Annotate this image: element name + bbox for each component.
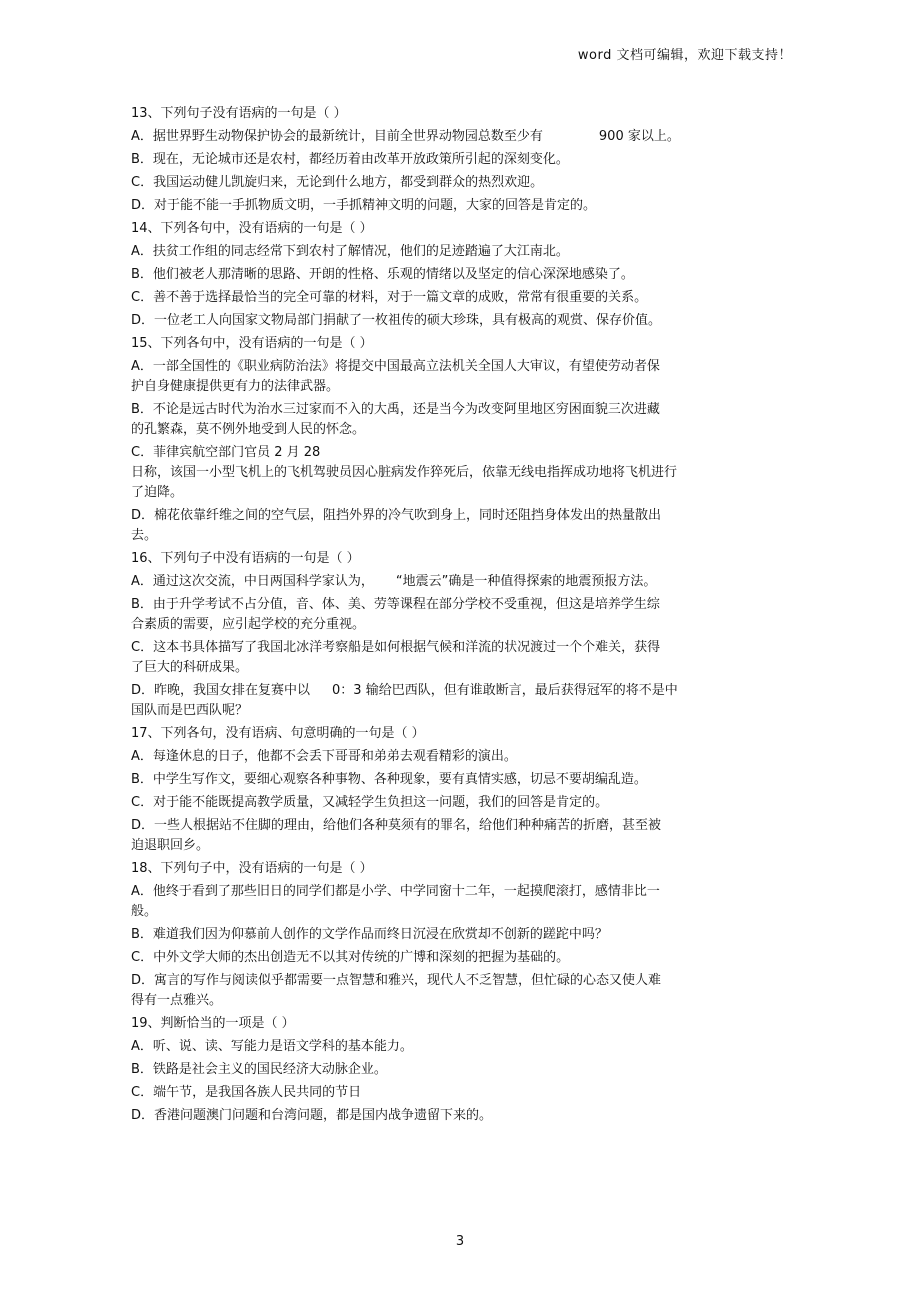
option-b — [131, 150, 771, 170]
question-15 — [131, 334, 771, 546]
option-a — [131, 1037, 771, 1057]
option-c — [131, 638, 771, 678]
option-line: 般。 — [131, 904, 158, 919]
option-a — [131, 572, 771, 592]
option-c — [131, 173, 771, 193]
question-stem: 14、下列各句中，没有语病的一句是（ ） — [131, 221, 373, 236]
option-line: D．昨晚，我国女排在复赛中以 — [131, 683, 311, 698]
option-line: D．一位老工人向国家文物局部门捐献了一枚祖传的硕大珍珠，具有极高的观赏、保存价值。 — [131, 313, 662, 328]
option-d — [131, 506, 771, 546]
option-line: C．中外文学大师的杰出创造无不以其对传统的广博和深刻的把握为基础的。 — [131, 950, 570, 965]
option-line: 国队而是巴西队呢？ — [131, 703, 249, 718]
option-line: C．我国运动健儿凯旋归来，无论到什么地方，都受到群众的热烈欢迎。 — [131, 175, 544, 190]
option-c — [131, 948, 771, 968]
option-a — [131, 127, 771, 147]
option-a — [131, 882, 771, 922]
option-line: D．对于能不能一手抓物质文明，一手抓精神文明的问题，大家的回答是肯定的。 — [131, 198, 597, 213]
option-line: C．善不善于选择最恰当的完全可靠的材料，对于一篇文章的成败，常常有很重要的关系。 — [131, 290, 648, 305]
option-line: B．中学生写作文，要细心观察各种事物、各种现象，要有真情实感，切忌不要胡编乱造。 — [131, 772, 647, 787]
option-a — [131, 357, 771, 397]
option-line: 900 家以上。 — [598, 129, 680, 144]
option-line: A．据世界野生动物保护协会的最新统计，目前全世界动物园总数至少有 — [131, 129, 543, 144]
option-line: A．他终于看到了那些旧日的同学们都是小学、中学同窗十二年，一起摸爬滚打，感情非比一 — [131, 884, 660, 899]
page-number: 3 — [455, 1234, 465, 1249]
option-d — [131, 196, 771, 216]
option-line: 合素质的需要，应引起学校的充分重视。 — [131, 617, 366, 632]
question-stem: 15、下列各句中，没有语病的一句是（ ） — [131, 336, 373, 351]
option-b — [131, 595, 771, 635]
option-line: D．棉花依靠纤维之间的空气层，阻挡外界的冷气吹到身上，同时还阻挡身体发出的热量散出 — [131, 508, 662, 523]
option-line: A．听、说、读、写能力是语文学科的基本能力。 — [131, 1039, 413, 1054]
option-d — [131, 816, 771, 856]
option-b — [131, 265, 771, 285]
option-line: 了迫降。 — [131, 485, 184, 500]
question-14 — [131, 219, 771, 331]
option-line: A．扶贫工作组的同志经常下到农村了解情况，他们的足迹踏遍了大江南北。 — [131, 244, 569, 259]
option-d — [131, 971, 771, 1011]
option-d — [131, 681, 771, 721]
option-line: D．香港问题澳门问题和台湾问题，都是国内战争遗留下来的。 — [131, 1108, 493, 1123]
option-a — [131, 747, 771, 767]
option-line: C．这本书具体描写了我国北冰洋考察船是如何根据气候和洋流的状况渡过一个个难关，获得 — [131, 640, 661, 655]
question-stem: 16、下列句子中没有语病的一句是（ ） — [131, 551, 360, 566]
question-stem: 13、下列句子没有语病的一句是（ ） — [131, 106, 347, 121]
question-list — [131, 104, 771, 1129]
option-line: 的孔繁森，莫不例外地受到人民的怀念。 — [131, 422, 366, 437]
option-a — [131, 242, 771, 262]
option-line: 去。 — [131, 528, 158, 543]
option-line: A．每逢休息的日子，他都不会丢下哥哥和弟弟去观看精彩的演出。 — [131, 749, 517, 764]
option-line: 护自身健康提供更有力的法律武器。 — [131, 379, 340, 394]
option-line: C．对于能不能既提高教学质量，又减轻学生负担这一问题，我们的回答是肯定的。 — [131, 795, 609, 810]
option-b — [131, 770, 771, 790]
option-line: B．由于升学考试不占分值，音、体、美、劳等课程在部分学校不受重视，但这是培养学生综 — [131, 597, 660, 612]
option-line: B．铁路是社会主义的国民经济大动脉企业。 — [131, 1062, 387, 1077]
question-18 — [131, 859, 771, 1011]
option-d — [131, 311, 771, 331]
option-line: 了巨大的科研成果。 — [131, 660, 249, 675]
question-19 — [131, 1014, 771, 1126]
option-line: A．一部全国性的《职业病防治法》将提交中国最高立法机关全国人大审议，有望使劳动者保 — [131, 359, 660, 374]
option-line: C．菲律宾航空部门官员 2 月 28 — [131, 445, 321, 460]
question-stem: 18、下列句子中，没有语病的一句是（ ） — [131, 861, 373, 876]
option-line: B．不论是远古时代为治水三过家而不入的大禹，还是当今为改变阿里地区穷困面貌三次进藏 — [131, 402, 660, 417]
option-line: 日称，该国一小型飞机上的飞机驾驶员因心脏病发作猝死后，依靠无线电指挥成功地将飞机进行 — [131, 465, 678, 480]
option-line: C．端午节，是我国各族人民共同的节日 — [131, 1085, 362, 1100]
question-stem: 19、判断恰当的一项是（ ） — [131, 1016, 295, 1031]
option-line: B．他们被老人那清晰的思路、开朗的性格、乐观的情绪以及坚定的信心深深地感染了。 — [131, 267, 634, 282]
option-line: D．一些人根据站不住脚的理由，给他们各种莫须有的罪名，给他们种种痛苦的折磨，甚至被 — [131, 818, 662, 833]
document-header: word 文档可编辑，欢迎下载支持！ — [577, 48, 792, 63]
option-b — [131, 1060, 771, 1080]
option-b — [131, 925, 771, 945]
option-line: 得有一点雅兴。 — [131, 993, 223, 1008]
question-16 — [131, 549, 771, 721]
option-line: “地震云”确是一种值得探索的地震预报方法。 — [395, 574, 657, 589]
option-c — [131, 288, 771, 308]
option-line: A．通过这次交流，中日两国科学家认为， — [131, 574, 374, 589]
option-line: D．寓言的写作与阅读似乎都需要一点智慧和雅兴，现代人不乏智慧，但忙碌的心态又使人难 — [131, 973, 662, 988]
option-b — [131, 400, 771, 440]
option-line: B．难道我们因为仰慕前人创作的文学作品而终日沉浸在欣赏却不创新的蹉跎中吗？ — [131, 927, 608, 942]
question-17 — [131, 724, 771, 856]
option-line: 迫退职回乡。 — [131, 838, 210, 853]
option-line: 0：3 输给巴西队，但有谁敢断言，最后获得冠军的将不是中 — [332, 683, 678, 698]
question-stem: 17、下列各句，没有语病、句意明确的一句是（ ） — [131, 726, 425, 741]
option-line: B．现在，无论城市还是农村，都经历着由改革开放政策所引起的深刻变化。 — [131, 152, 569, 167]
option-d — [131, 1106, 771, 1126]
option-c — [131, 1083, 771, 1103]
question-13 — [131, 104, 771, 216]
option-c — [131, 443, 771, 503]
option-c — [131, 793, 771, 813]
